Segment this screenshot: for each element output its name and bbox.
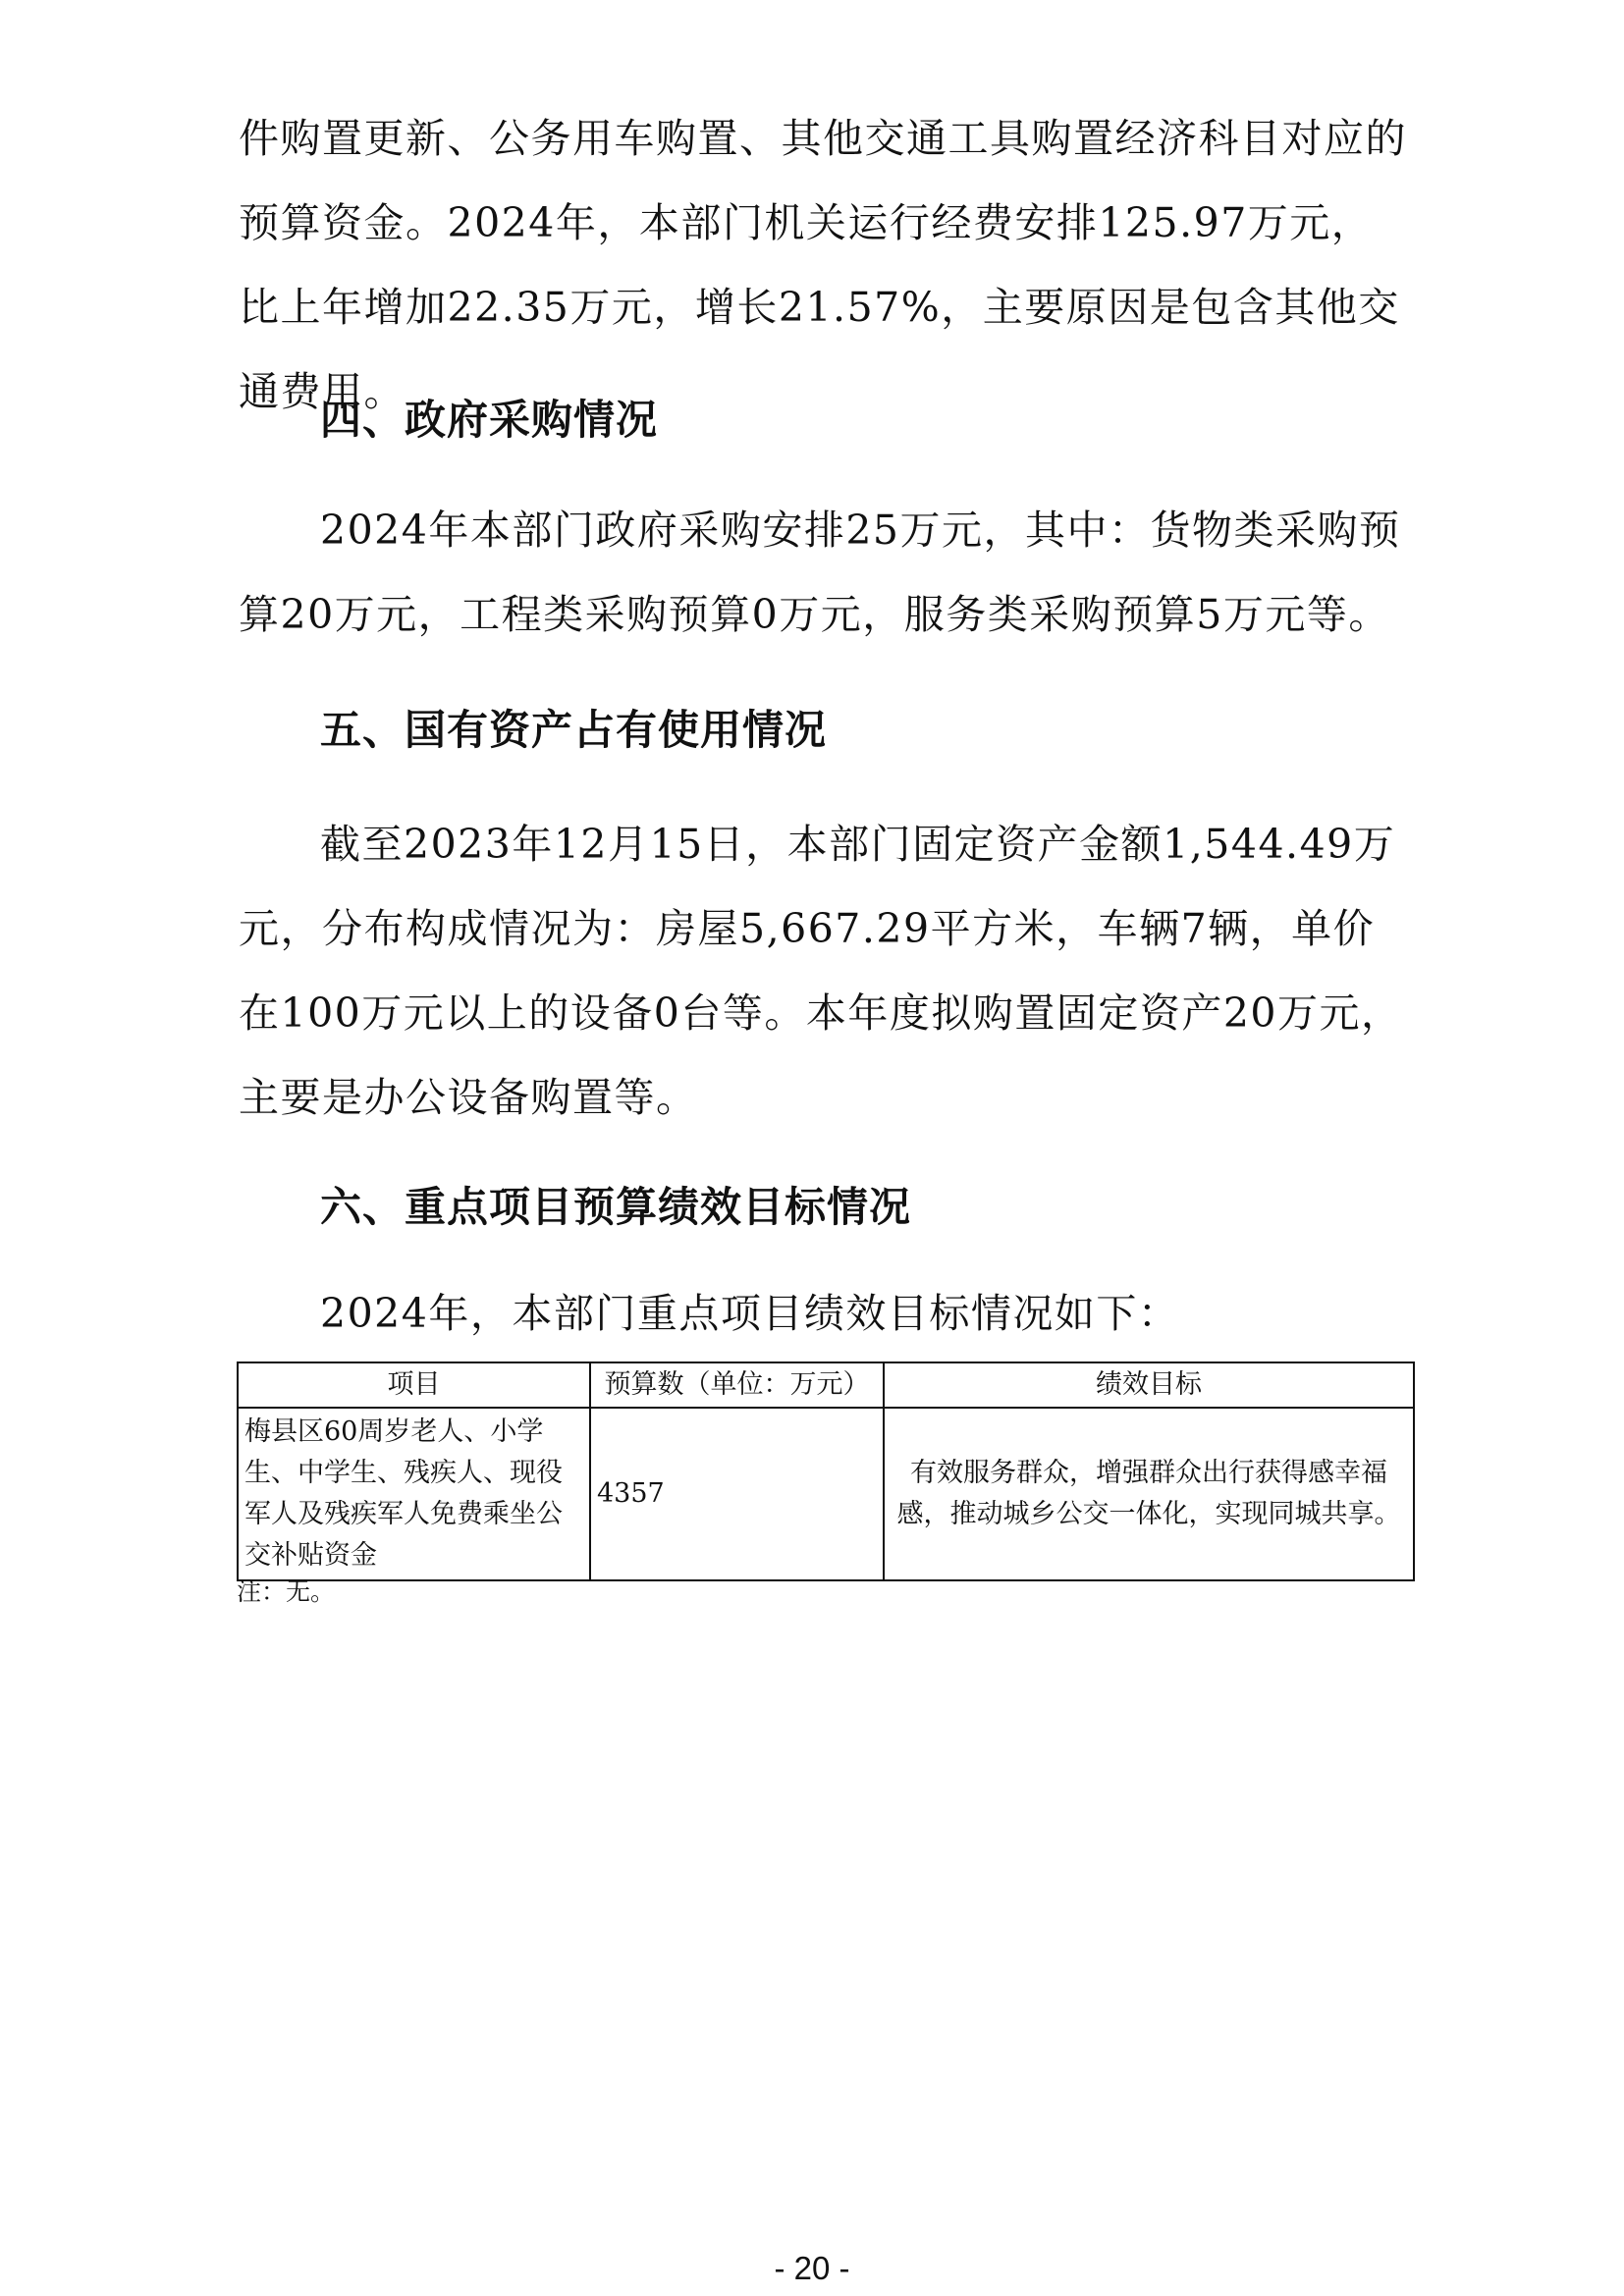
cell-project: 梅县区60周岁老人、小学生、中学生、残疾人、现役军人及残疾军人免费乘坐公交补贴资金	[238, 1408, 590, 1580]
heading-performance-goals: 六、重点项目预算绩效目标情况	[320, 1183, 912, 1231]
table-header-row	[238, 1362, 1414, 1408]
table-note: 注：无。	[237, 1577, 336, 1606]
cell-budget: 4357	[590, 1408, 884, 1580]
paragraph-procurement: 2024年本部门政府采购安排25万元，其中：货物类采购预算20万元，工程类采购预算0万元，服务类采购预算5万元等。	[239, 507, 1401, 638]
paragraph-performance-intro: 2024年，本部门重点项目绩效目标情况如下：	[320, 1290, 1180, 1337]
paragraph-assets: 截至2023年12月15日，本部门固定资产金额1,544.49万元，分布构成情况为：房屋5,667.29平方米，车辆7辆，单价在100万元以上的设备0台等。本年度拟购置固定资产20万元，主要是办公设备购置等。	[239, 821, 1403, 1121]
heading-government-procurement: 四、政府采购情况	[320, 396, 659, 444]
heading-state-assets: 五、国有资产占有使用情况	[320, 706, 828, 754]
column-header-budget: 预算数（单位：万元）	[590, 1362, 884, 1408]
column-header-project: 项目	[238, 1362, 590, 1408]
column-header-goal: 绩效目标	[884, 1362, 1414, 1408]
paragraph-operating-expenses: 件购置更新、公务用车购置、其他交通工具购置经济科目对应的预算资金。2024年，本部门机关运行经费安排125.97万元，比上年增加22.35万元，增长21.57%，主要原因是包含其他交通费用。	[239, 115, 1407, 415]
table-row	[238, 1408, 1414, 1580]
performance-goals-table	[237, 1362, 1415, 1581]
page-number: - 20 -	[774, 2250, 850, 2286]
cell-goal: 有效服务群众，增强群众出行获得感幸福感，推动城乡公交一体化，实现同城共享。	[884, 1408, 1414, 1580]
